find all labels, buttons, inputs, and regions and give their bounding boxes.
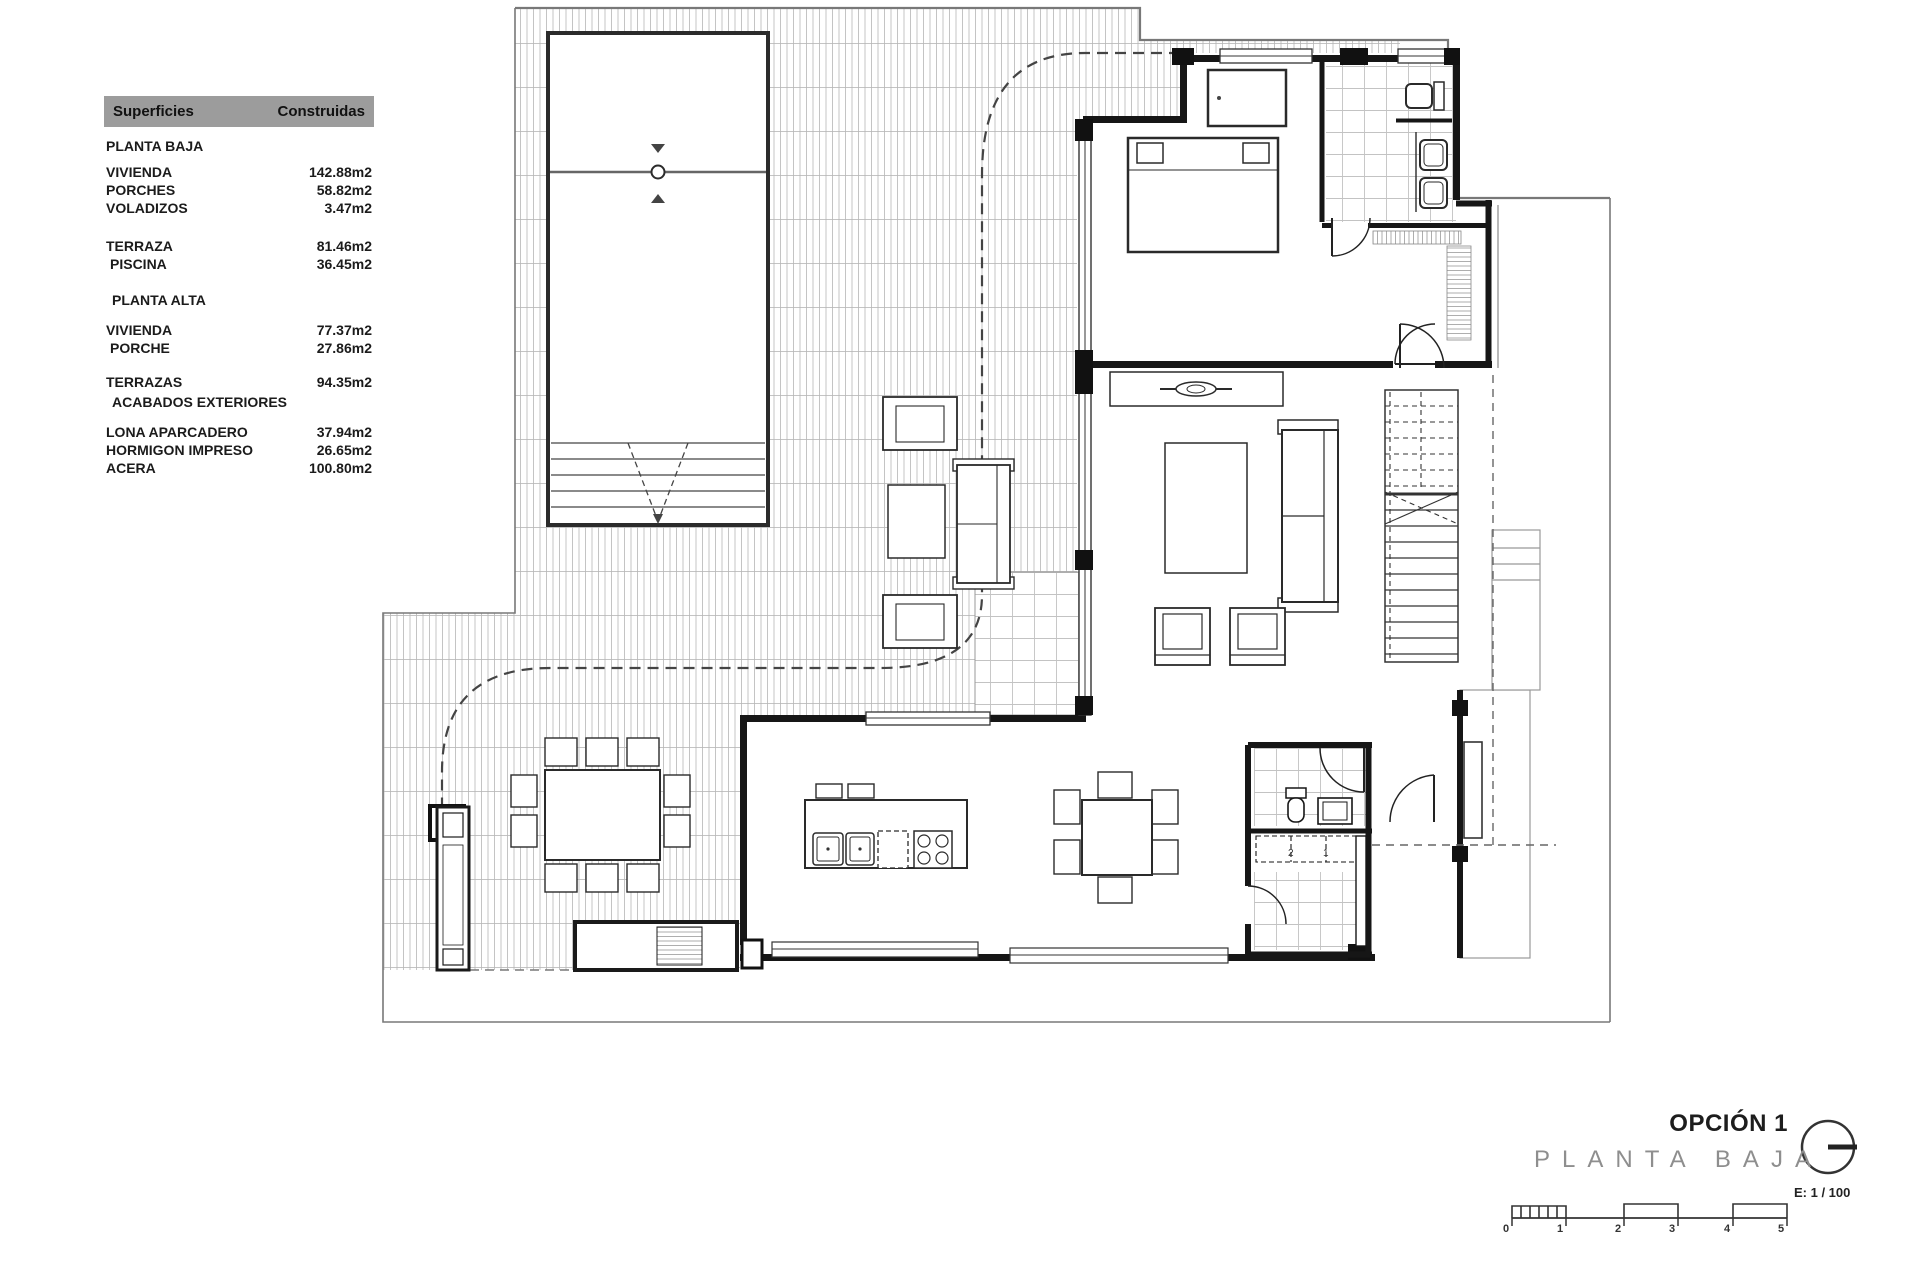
kitchen-door-post: [742, 940, 762, 968]
bed: [1128, 138, 1278, 252]
legend-row-label: ACERA: [106, 460, 156, 476]
closet-door-label: 1: [1323, 848, 1329, 859]
scale-tick-label: 4: [1723, 1223, 1731, 1235]
legend-rows: [104, 137, 374, 477]
armchair: [1230, 608, 1285, 665]
legend-row-value: 26.65m2: [316, 442, 372, 458]
legend-row-label: VOLADIZOS: [106, 200, 188, 216]
entry-steps: [1492, 530, 1540, 690]
legend-row-label: VIVIENDA: [106, 164, 173, 180]
legend-row-label: PORCHES: [106, 182, 176, 198]
legend-row-value: 37.94m2: [316, 424, 372, 440]
scale-ticks: [1502, 1223, 1806, 1241]
areas-table-header: [104, 96, 374, 127]
legend-item-row: [106, 163, 372, 181]
coffee-table: [1165, 443, 1247, 573]
legend-row-value: 142.88m2: [308, 164, 372, 180]
tall-cabinet: [1356, 836, 1366, 946]
areas-col-value: Construidas: [277, 103, 365, 120]
legend-row-label: TERRAZA: [106, 238, 173, 254]
scale-tick-label: 0: [1502, 1223, 1510, 1235]
stool: [848, 784, 874, 798]
pool: [548, 33, 768, 525]
armchair: [1155, 608, 1210, 665]
scale-tick-label: 1: [1556, 1223, 1564, 1235]
legend-item-row: [106, 339, 372, 357]
legend-row-value: 27.86m2: [316, 340, 372, 356]
areas-table: [104, 96, 374, 477]
closet-door-label: 2: [1288, 848, 1294, 859]
legend-row-label: PLANTA BAJA: [106, 138, 204, 154]
dishwasher: [878, 831, 908, 868]
legend-row-label: PORCHE: [110, 340, 170, 356]
legend-row-value: 100.80m2: [308, 460, 372, 476]
legend-row-label: TERRAZAS: [106, 374, 183, 390]
toilet-icon: [1406, 84, 1432, 108]
legend-row-label: PISCINA: [110, 256, 167, 272]
porch-tiles: [975, 572, 1088, 715]
legend-row-label: ACABADOS EXTERIORES: [112, 394, 288, 410]
bench-planter: [575, 922, 737, 970]
laundry-tiles: [1254, 872, 1360, 950]
sofa: [1278, 420, 1338, 612]
legend-row-value: 77.37m2: [316, 322, 372, 338]
legend-row-label: PLANTA ALTA: [112, 292, 206, 308]
legend-item-row: [106, 321, 372, 339]
scale-tick-label: 2: [1614, 1223, 1622, 1235]
legend-row-value: 36.45m2: [316, 256, 372, 272]
legend-section-row: [106, 291, 372, 309]
legend-row-value: 58.82m2: [316, 182, 372, 198]
legend-item-row: [106, 237, 372, 255]
legend-row-label: VIVIENDA: [106, 322, 173, 338]
entry-slab: [1464, 742, 1482, 838]
legend-section-row: [106, 393, 372, 411]
legend-section-row: [106, 137, 372, 155]
scale-label: E: 1 / 100: [1794, 1185, 1851, 1200]
stairs: [1385, 390, 1458, 662]
side-table: [888, 485, 945, 558]
legend-item-row: [106, 459, 372, 477]
legend-row-value: 94.35m2: [316, 374, 372, 390]
plan-title: PLANTA BAJA: [1534, 1146, 1823, 1173]
legend-row-value: 3.47m2: [324, 200, 372, 216]
legend-item-row: [106, 255, 372, 273]
hob-icon: [914, 831, 952, 868]
toilet-icon: [1288, 798, 1304, 822]
legend-item-row: [106, 373, 372, 391]
legend-item-row: [106, 199, 372, 217]
stool: [816, 784, 842, 798]
legend-row-label: LONA APARCADERO: [106, 424, 248, 440]
legend-row-label: HORMIGON IMPRESO: [106, 442, 254, 458]
tv-console: [1110, 372, 1283, 406]
scale-tick-label: 3: [1668, 1223, 1676, 1235]
areas-col-label: Superficies: [113, 103, 194, 120]
legend-item-row: [106, 441, 372, 459]
option-title: OPCIÓN 1: [1669, 1110, 1788, 1137]
legend-item-row: [106, 181, 372, 199]
legend-row-value: 81.46m2: [316, 238, 372, 254]
outdoor-sofa: [953, 459, 1014, 589]
legend-item-row: [106, 423, 372, 441]
scale-tick-label: 5: [1777, 1223, 1785, 1235]
